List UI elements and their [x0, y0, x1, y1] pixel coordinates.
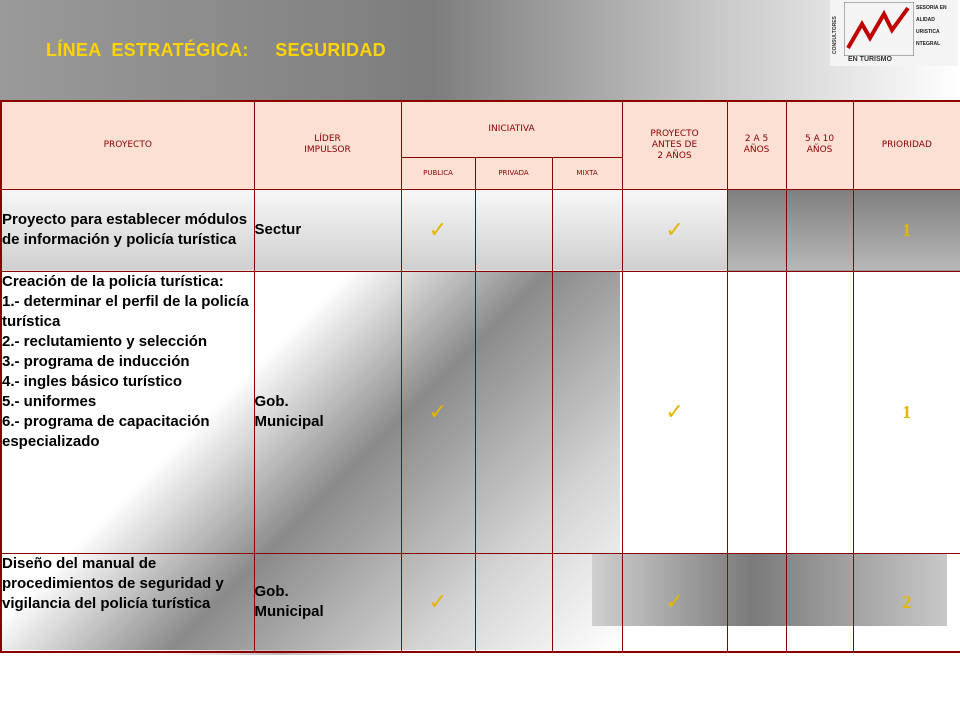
check-icon: ✓	[401, 271, 475, 553]
cell-lider: Sectur	[254, 189, 401, 271]
cell-2-a-5	[727, 553, 786, 652]
cell-2-a-5	[727, 189, 786, 271]
header-2-a-5: 2 A 5 AÑOS	[727, 101, 786, 189]
logo-word: ALIDAD	[916, 17, 935, 23]
header-antes-2: PROYECTO ANTES DE 2 AÑOS	[622, 101, 727, 189]
header-proyecto: PROYECTO	[1, 101, 254, 189]
cell-prioridad: 1	[853, 271, 960, 553]
cell-lider: Gob. Municipal	[254, 271, 401, 553]
cell-prioridad: 1	[853, 189, 960, 271]
cell-mixta	[552, 189, 622, 271]
cell-proyecto: Creación de la policía turística: 1.- determinar el perfil de la policía turística 2.- reclutamiento y selección 3.- programa de inducción 4.- ingles básico turístico 5.- uniformes 6.- programa de capacitación especializado	[1, 271, 254, 553]
logo-word: NTEGRAL	[916, 41, 941, 47]
logo-word: SESORIA EN	[916, 5, 947, 11]
logo-bottom-text: EN TURISMO	[848, 56, 892, 63]
cell-lider: Gob. Municipal	[254, 553, 401, 652]
page-title: LÍNEA ESTRATÉGICA: SEGURIDAD	[46, 40, 386, 60]
header-prioridad: PRIORIDAD	[853, 101, 960, 189]
cell-privada	[475, 189, 552, 271]
logo-chart-icon	[844, 2, 914, 56]
cell-mixta	[552, 271, 622, 553]
table-row	[1, 189, 960, 271]
cell-5-a-10	[786, 271, 853, 553]
check-icon: ✓	[622, 189, 727, 271]
check-icon: ✓	[401, 553, 475, 652]
header-publica: PUBLICA	[401, 157, 475, 189]
cell-5-a-10	[786, 553, 853, 652]
cell-proyecto: Proyecto para establecer módulos de información y policía turística	[1, 189, 254, 271]
check-icon: ✓	[622, 553, 727, 652]
table-row	[1, 271, 960, 553]
cell-5-a-10	[786, 189, 853, 271]
check-icon: ✓	[622, 271, 727, 553]
header-privada: PRIVADA	[475, 157, 552, 189]
header-5-a-10: 5 A 10 AÑOS	[786, 101, 853, 189]
cell-privada	[475, 271, 552, 553]
strategy-table	[0, 100, 960, 653]
company-logo	[830, 0, 958, 66]
header-mixta: MIXTA	[552, 157, 622, 189]
cell-proyecto: Diseño del manual de procedimientos de seguridad y vigilancia del policía turística	[1, 553, 254, 652]
logo-words	[916, 2, 947, 50]
cell-2-a-5	[727, 271, 786, 553]
cell-mixta	[552, 553, 622, 652]
cell-prioridad: 2	[853, 553, 960, 652]
check-icon: ✓	[401, 189, 475, 271]
header-lider: LÍDER IMPULSOR	[254, 101, 401, 189]
table-row	[1, 553, 960, 652]
logo-word: URISTICA	[916, 29, 940, 35]
logo-vertical-text: CONSULTORES	[832, 16, 838, 54]
cell-privada	[475, 553, 552, 652]
header-iniciativa: INICIATIVA	[401, 101, 622, 157]
